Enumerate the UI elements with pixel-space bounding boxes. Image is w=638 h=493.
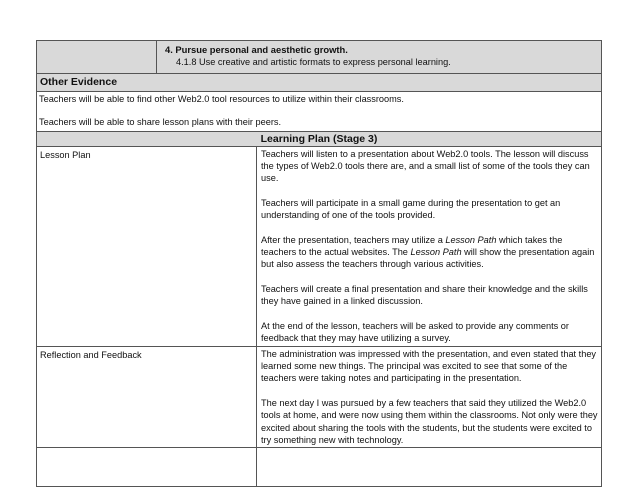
lesson-path-emphasis: Lesson Path <box>410 247 462 258</box>
lesson-plan-content <box>257 146 602 346</box>
text-segment: After the presentation, teachers may utilize a <box>261 234 446 245</box>
reflection-paragraph: The administration was impressed with the presentation, and even stated that they learned some new things. The principal was excited to see that some of the teachers were taking notes and participating in the presentation. <box>261 348 597 384</box>
document-page <box>36 40 601 487</box>
learning-plan-heading: Learning Plan (Stage 3) <box>37 131 602 146</box>
goal-cell <box>157 41 602 74</box>
lesson-plan-label: Lesson Plan <box>37 146 257 346</box>
other-evidence-heading: Other Evidence <box>37 73 602 91</box>
lesson-plan-paragraph: Teachers will create a final presentation and share their knowledge and the skills they have gained in a linked discussion. <box>261 283 588 307</box>
reflection-paragraph: The next day I was pursued by a few teachers that said they utilized the Web2.0 tools at home, and were now using them within the classrooms. Not only were they excited about sharing the tools with the students, but the students were excited to try something new with technology. <box>261 397 598 445</box>
reflection-row <box>37 346 602 448</box>
lesson-plan-paragraph: Teachers will listen to a presentation about Web2.0 tools. The lesson will discuss the types of Web2.0 tools there are, and a small list of some of the tools they can use. <box>261 148 590 184</box>
evidence-line: Teachers will be able to share lesson plans with their peers. <box>39 117 282 128</box>
reflection-label: Reflection and Feedback <box>37 346 257 448</box>
lesson-plan-paragraph: Teachers will participate in a small game during the presentation to get an understanding of one of the tools provided. <box>261 197 561 221</box>
goal-subitem: 4.1.8 Use creative and artistic formats to express personal learning. <box>176 57 451 68</box>
other-evidence-cell <box>37 91 602 131</box>
reflection-content <box>257 346 602 448</box>
goal-left-cell <box>37 41 157 74</box>
other-evidence-heading-row <box>37 73 602 91</box>
empty-row <box>37 448 602 487</box>
goal-row <box>37 41 602 74</box>
lesson-path-emphasis: Lesson Path <box>445 234 497 245</box>
goal-title: 4. Pursue personal and aesthetic growth. <box>165 44 348 55</box>
learning-plan-heading-row <box>37 131 602 146</box>
lesson-table <box>36 40 602 487</box>
lesson-plan-row <box>37 146 602 346</box>
text-segment: will show the presentation again but also assess the teachers through various activities. <box>261 247 595 270</box>
empty-cell <box>37 448 257 487</box>
evidence-line: Teachers will be able to find other Web2.0 tool resources to utilize within their classrooms. <box>39 93 404 104</box>
other-evidence-row <box>37 91 602 131</box>
lesson-plan-paragraph <box>261 234 598 271</box>
lesson-plan-paragraph: At the end of the lesson, teachers will be asked to provide any comments or feedback that they may have utilizing a survey. <box>261 320 569 344</box>
empty-cell <box>257 448 602 487</box>
text-segment: which takes the teachers to the actual websites. The <box>261 234 563 258</box>
